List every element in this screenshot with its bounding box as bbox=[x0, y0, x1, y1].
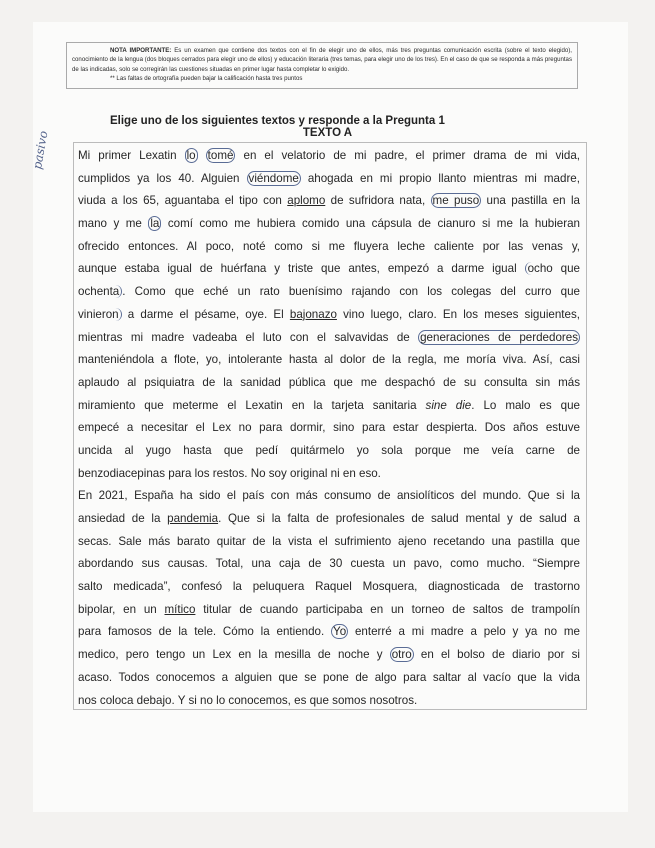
text-line: En 2021, España ha sido el país con más consumo de ansiolíticos del mundo. Que si la bbox=[78, 489, 580, 503]
text-line: mientras mi madre vadeaba el luto con el salvavidas de generaciones de perdedores bbox=[78, 330, 578, 344]
text-line: acaso. Todos conocemos a alguien que se pone de algo para saltar al vacío que la vida bbox=[78, 670, 580, 684]
underlined-word: bajonazo bbox=[289, 307, 337, 321]
pen-circle: me puso bbox=[432, 194, 480, 208]
text-line: empecé a necesitar el Lex no para dormir, sino para estar despierta. Dos años estuve bbox=[78, 421, 580, 435]
pen-circle: lo bbox=[186, 149, 196, 162]
text-line: aplaudo al psiquiatra de la sanidad pública que me despachó de su consulta sin más bbox=[78, 375, 580, 389]
text-line: benzodiacepinas para los restos. No soy original ni en eso. bbox=[78, 466, 381, 480]
pen-circle: tomé bbox=[207, 149, 234, 162]
text-line: ochenta . Como que eché un rato buenísimo rajando con los colegas del curro que bbox=[78, 285, 580, 299]
text-line: miramiento que meterme el Lexatin en la tarjeta sanitaria sine die. Lo malo es que bbox=[78, 398, 580, 412]
text-line: uncida al yugo hasta que pedí quitármelo yo sola porque me veía carne de bbox=[78, 443, 580, 457]
pen-bracket: ocho que bbox=[525, 262, 580, 275]
underlined-word: pandemia bbox=[167, 512, 219, 525]
margin-annotation: pasivo bbox=[30, 129, 51, 171]
note-lead: NOTA IMPORTANTE: bbox=[110, 47, 172, 54]
pen-bracket: ochenta bbox=[78, 285, 122, 298]
text-line: mano y me la comí como me hubiera comido una cápsula de cianuro si me la hubieran bbox=[78, 217, 580, 231]
text-line: secas. Sale más barato quitar de la vista el sufrimiento ajeno recetando una pastilla que bbox=[78, 534, 580, 548]
pen-circle: generaciones de perdedores bbox=[420, 330, 578, 344]
important-note bbox=[66, 42, 578, 89]
pen-circle: viéndome bbox=[248, 171, 299, 185]
text-line: vinieron a darme el pésame, oye. El bajonazo vino luego, claro. En los meses siguientes, bbox=[78, 307, 580, 321]
text-line: manteniéndola a flote, yo, intolerante hasta al dolor de la regla, me moría viva. Así, casi bbox=[78, 353, 580, 367]
text-line: salto medicada”, confesó la peluquera Raquel Mosquera, diagnosticada de trastorno bbox=[78, 580, 580, 594]
text-line: bipolar, en un mítico titular de cuando participaba en un torneo de saltos de trampolín bbox=[78, 602, 580, 616]
text-body bbox=[78, 145, 580, 712]
text-title: TEXTO A bbox=[302, 127, 353, 139]
pen-circle: la bbox=[150, 217, 160, 231]
italic-phrase: sine die bbox=[425, 398, 472, 412]
text-line: aunque estaba igual de huérfana y triste que antes, empezó a darme igual ocho que bbox=[78, 262, 580, 276]
underlined-word: mítico bbox=[164, 602, 196, 616]
text-line: Mi primer Lexatin lo tomé en el velatorio de mi padre, el primer drama de mi vida, bbox=[78, 149, 580, 162]
text-line: para famosos de la tele. Cómo la entiendo. Yo enterré a mi madre a pelo y ya no me bbox=[78, 625, 580, 639]
pen-circle: Yo bbox=[333, 625, 347, 639]
note-errata: ** Las faltas de ortografía pueden bajar la calificación hasta tres puntos bbox=[110, 75, 303, 83]
text-line: ansiedad de la pandemia. Que si la falta de profesionales de salud mental y de salud a bbox=[78, 512, 580, 525]
text-line: cumplidos ya los 40. Alguien viéndome ahogada en mi propio llanto mientras mi madre, bbox=[78, 171, 580, 185]
text-line: medico, pero tengo un Lex en la mesilla de noche y otro en el bolso de diario por si bbox=[78, 648, 580, 662]
note-body: Es un examen que contiene dos textos con el fin de elegir uno de ellos, más tres preguntas comunicación escrita (sobre el texto elegido), conocimiento de la lengua (dos bloques cerrados para elegir uno de ellos) y educación literaria (tres temas, para elegir uno de los tres). En el caso de que se responda a más preguntas de las indicadas, solo se corregirán las cuestiones situadas en primer lugar hasta completar lo exigido. bbox=[72, 47, 572, 73]
text-line: viuda a los 65, aguantaba el tipo con aplomo de sufridora nata, me puso una pastilla en la bbox=[78, 194, 580, 208]
text-line: abordando sus causas. Total, una caja de 30 cuesta un pavo, como mucho. “Siempre bbox=[78, 557, 580, 571]
text-line: nos coloca debajo. Y si no lo conocemos, es que somos nosotros. bbox=[78, 693, 418, 707]
text-line: ofrecido entonces. Al poco, noté como si me fluyera leche caliente por las venas y, bbox=[78, 239, 580, 253]
underlined-word: aplomo bbox=[287, 194, 326, 208]
instruction: Elige uno de los siguientes textos y responde a la Pregunta 1 bbox=[110, 115, 445, 127]
pen-circle: otro bbox=[391, 648, 412, 662]
pen-bracket: vinieron bbox=[78, 308, 122, 321]
